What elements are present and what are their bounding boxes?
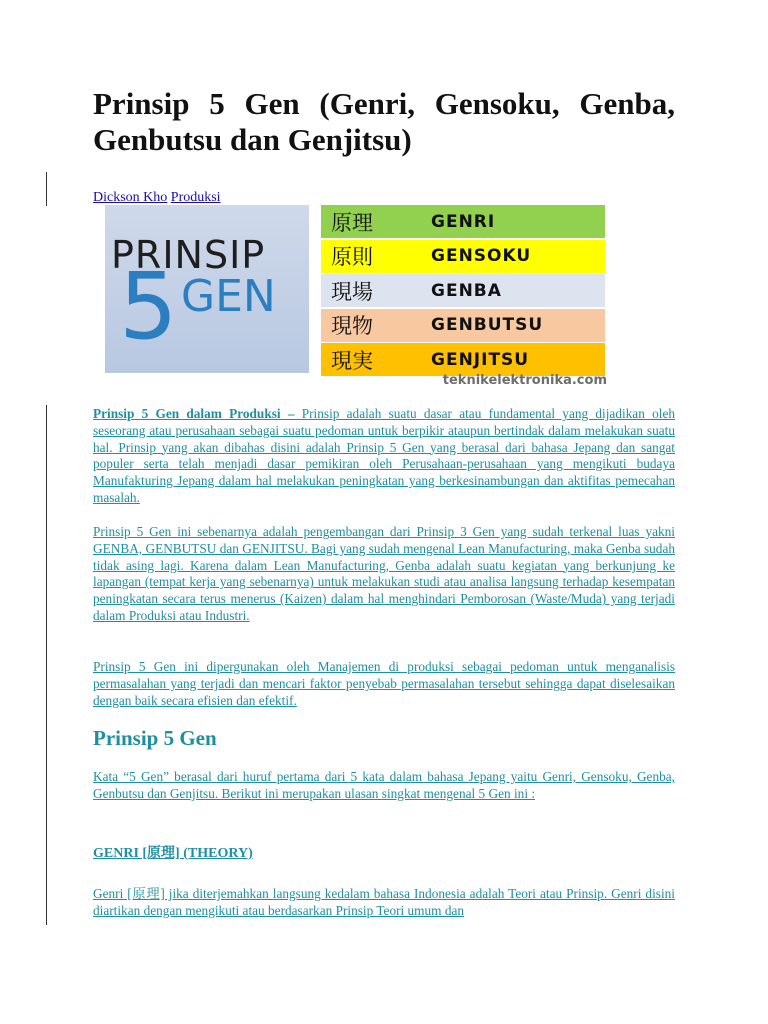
hero-image [105, 205, 605, 387]
margin-marker [46, 405, 47, 925]
hero-row-kanji: 原則 [331, 245, 373, 269]
hero-row [321, 205, 605, 238]
paragraph-body: Genri [原理] jika diterjemahkan langsung kedalam bahasa Indonesia adalah Teori atau Prinsip. Genri disini diartikan dengan mengikuti atau berdasarkan Prinsip Teori umum dan [93, 886, 675, 918]
hero-row [321, 343, 605, 376]
hero-gen: GEN [181, 271, 276, 322]
hero-caption: teknikelektronika.com [442, 373, 607, 388]
paragraph-intro [93, 406, 675, 507]
hero-row-kanji: 現実 [331, 348, 373, 373]
subsection-heading: GENRI [原理] (THEORY) [93, 846, 253, 861]
article-header [93, 86, 675, 206]
hero-row-kanji: 現物 [331, 314, 373, 338]
intro-lead: Prinsip 5 Gen dalam Produksi – [93, 406, 295, 421]
hero-row-romaji: GENSOKU [431, 246, 532, 266]
intro-text: Prinsip adalah suatu dasar atau fundamental yang dijadikan oleh seseorang atau perusahaan sebagai suatu pedoman untuk berpikir ataupun bertindak dalam melakukan suatu hal. Prinsip yang akan dibahas disini adalah Prinsip 5 Gen yang berasal dari bahasa Jepang dan sangat populer serta telah menjadi dasar pemikiran oleh Perusahaan-perusahaan yang mengikuti budaya Manufakturing Jepang dalam hal melakukan peningkatan yang berkesinambungan dan aktifitas pemecahan masalah. [93, 406, 675, 505]
paragraph-body: Kata “5 Gen” berasal dari huruf pertama dari 5 kata dalam bahasa Jepang yaitu Genri, Gensoku, Genba, Genbutsu dan Genjitsu. Berikut ini merupakan ulasan singkat mengenal 5 Gen ini : [93, 769, 675, 801]
hero-row-romaji: GENBUTSU [431, 315, 544, 335]
hero-word: PRINSIP [111, 233, 266, 277]
hero-row [321, 240, 605, 273]
hero-row-romaji: GENJITSU [431, 349, 530, 370]
byline [93, 190, 675, 206]
hero-row-kanji: 現場 [331, 279, 373, 304]
margin-marker [46, 172, 47, 206]
hero-row [321, 274, 605, 307]
section-heading: Prinsip 5 Gen [93, 726, 217, 750]
paragraph-body: Prinsip 5 Gen ini sebenarnya adalah pengembangan dari Prinsip 3 Gen yang sudah terkenal luas yakni GENBA, GENBUTSU dan GENJITSU. Bagi yang sudah mengenal Lean Manufacturing, maka Genba sudah tidak asing lagi. Karena dalam Lean Manufacturing, Genba adalah suatu kegiatan yang berkunjung ke lapangan (tempat kerja yang sebenarnya) untuk melakukan studi atau analisa langsung terhadap kesempatan peningkatan secara terus menerus (Kaizen) dalam hal menghindari Pemborosan (Waste/Muda) yang terjadi dalam Produksi atau Industri. [93, 524, 675, 623]
hero-row-romaji: GENRI [431, 211, 496, 232]
category-link[interactable]: Produksi [170, 190, 221, 205]
hero-logo [105, 205, 309, 373]
author-link[interactable]: Dickson Kho [93, 190, 168, 205]
hero-row-kanji: 原理 [331, 210, 373, 235]
hero-row-romaji: GENBA [431, 280, 502, 301]
article-title: Prinsip 5 Gen (Genri, Gensoku, Genba, Genbutsu dan Genjitsu) [93, 86, 675, 157]
paragraph-body: Prinsip 5 Gen ini dipergunakan oleh Manajemen di produksi sebagai pedoman untuk menganalisis permasalahan yang terjadi dan mencari faktor penyebab permasalahan tersebut sehingga dapat diselesaikan dengan baik secara efisien dan efektif. [93, 659, 675, 708]
hero-number: 5 [119, 253, 178, 360]
hero-row [321, 309, 605, 342]
hero-rows [321, 205, 605, 378]
